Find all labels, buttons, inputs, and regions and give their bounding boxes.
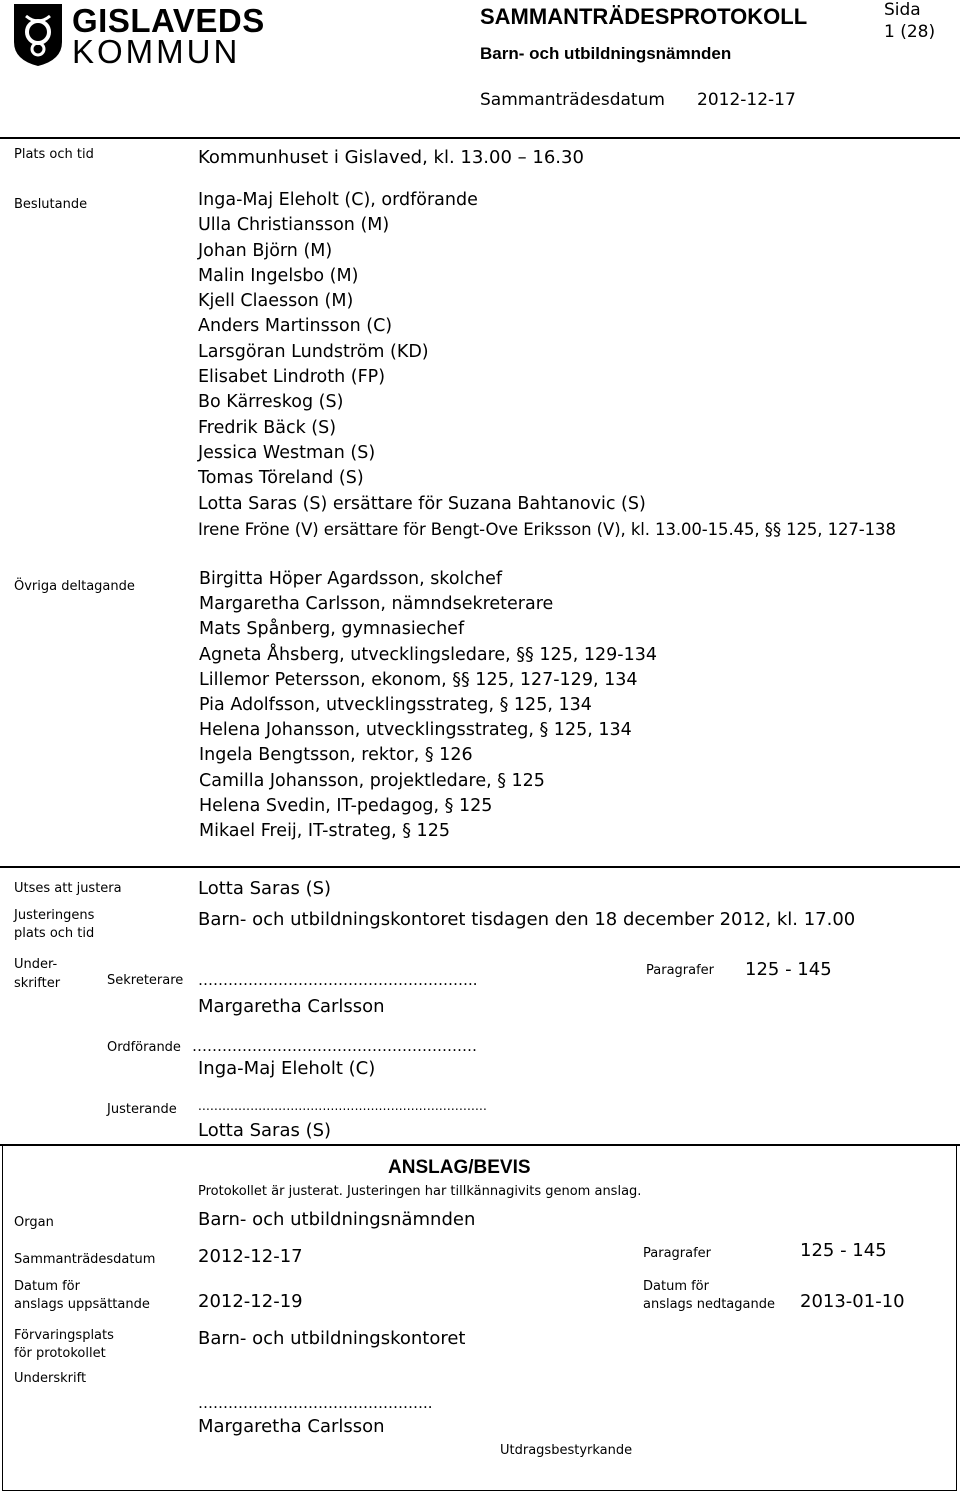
others-label: Övriga deltagande (14, 579, 135, 594)
list-item: Mikael Freij, IT-strateg, § 125 (199, 820, 450, 841)
list-item: Inga-Maj Eleholt (C), ordförande (198, 190, 478, 210)
organ-label: Organ (14, 1215, 54, 1230)
signatures-label (14, 956, 60, 993)
posted-label-line1: Datum för (14, 1279, 80, 1294)
logo-emblem-icon (8, 2, 68, 68)
list-item: Margaretha Carlsson, nämndsekreterare (199, 594, 554, 615)
list-item: Jessica Westman (S) (198, 442, 376, 463)
signature-label: Underskrift (14, 1371, 87, 1386)
list-item: Ingela Bengtsson, rektor, § 126 (199, 745, 473, 766)
list-item: Bo Kärreskog (S) (198, 392, 344, 413)
removed-label (643, 1278, 775, 1314)
list-item: Lotta Saras (S) ersättare för Suzana Bahtanovic (S) (198, 493, 646, 514)
adjuster-label: Utses att justera (14, 881, 122, 896)
list-item: Lillemor Petersson, ekonom, §§ 125, 127-129, 134 (199, 669, 638, 690)
storage-label (14, 1327, 114, 1363)
decision-makers-label: Beslutande (14, 197, 88, 212)
board-name: Barn- och utbildningsnämnden (480, 44, 732, 63)
list-item: Birgitta Höper Agardsson, skolchef (199, 569, 503, 589)
notice-paragraphs-value: 125 - 145 (800, 1240, 887, 1261)
adjuster-sign-name: Lotta Saras (S) (198, 1120, 332, 1141)
storage-value: Barn- och utbildningskontoret (198, 1328, 466, 1349)
list-item: Agneta Åhsberg, utvecklingsledare, §§ 125, 129-134 (199, 644, 658, 665)
signatures-label-line2: skrifter (14, 976, 61, 991)
adjustment-label-line1: Justeringens (14, 908, 95, 923)
section-divider (0, 866, 960, 868)
organ-value: Barn- och utbildningsnämnden (198, 1209, 476, 1230)
list-item: Tomas Töreland (S) (198, 468, 364, 489)
adjustment-label (14, 907, 94, 943)
adjuster-value: Lotta Saras (S) (198, 878, 332, 899)
signatures-label-line1: Under- (14, 957, 58, 972)
list-item: Helena Svedin, IT-pedagog, § 125 (199, 795, 493, 816)
notice-subtitle: Protokollet är justerat. Justeringen har tillkännagivits genom anslag. (198, 1184, 642, 1199)
others-list (199, 567, 657, 844)
removed-label-line1: Datum för (643, 1279, 709, 1294)
secretary-signature-line: ……………………………………………….. (198, 971, 478, 989)
list-item: Fredrik Bäck (S) (198, 417, 337, 438)
storage-label-line2: för protokollet (14, 1346, 106, 1361)
secretary-label: Sekreterare (107, 973, 184, 988)
chair-label: Ordförande (107, 1040, 181, 1055)
list-item: Larsgöran Lundström (KD) (198, 341, 429, 362)
list-item: Ulla Christiansson (M) (198, 215, 390, 236)
notice-signature-name: Margaretha Carlsson (198, 1416, 385, 1437)
chair-signature-line: ………………………………………………… (192, 1037, 477, 1055)
header-divider (0, 137, 960, 139)
list-item: Pia Adolfsson, utvecklingsstrateg, § 125, 134 (199, 694, 592, 715)
notice-date-value: 2012-12-17 (198, 1246, 303, 1267)
place-label: Plats och tid (14, 147, 94, 162)
page-label: Sida (884, 0, 921, 20)
certify-label: Utdragsbestyrkande (500, 1443, 633, 1458)
paragraphs-label: Paragrafer (646, 963, 715, 978)
list-item: Irene Fröne (V) ersättare för Bengt-Ove Eriksson (V), kl. 13.00-15.45, §§ 125, 127-138 (198, 519, 896, 539)
document-title: SAMMANTRÄDESPROTOKOLL (480, 4, 808, 29)
adjustment-value: Barn- och utbildningskontoret tisdagen den 18 december 2012, kl. 17.00 (198, 909, 856, 930)
logo-name-top: GISLAVEDS (72, 2, 265, 39)
adjustment-label-line2: plats och tid (14, 926, 95, 941)
posted-value: 2012-12-19 (198, 1291, 303, 1312)
list-item: Helena Johansson, utvecklingsstrateg, § 125, 134 (199, 720, 632, 741)
posted-label (14, 1278, 150, 1314)
paragraphs-value: 125 - 145 (745, 959, 832, 980)
adjuster-sign-label: Justerande (107, 1102, 177, 1117)
decision-makers-list (198, 188, 896, 542)
notice-paragraphs-label: Paragrafer (643, 1246, 712, 1261)
meeting-date-label: Sammanträdesdatum (480, 90, 665, 110)
chair-name: Inga-Maj Eleholt (C) (198, 1058, 376, 1079)
list-item: Malin Ingelsbo (M) (198, 265, 359, 286)
place-value: Kommunhuset i Gislaved, kl. 13.00 – 16.30 (198, 147, 584, 168)
posted-label-line2: anslags uppsättande (14, 1297, 150, 1312)
removed-label-line2: anslags nedtagande (643, 1297, 775, 1312)
list-item: Anders Martinsson (C) (198, 316, 393, 337)
logo-name-bottom: KOMMUN (72, 33, 241, 70)
meeting-date: 2012-12-17 (697, 90, 796, 110)
adjuster-signature-line: ........................................................................ (198, 1099, 488, 1113)
page-number: 1 (28) (884, 22, 936, 42)
list-item: Johan Björn (M) (198, 240, 333, 261)
list-item: Camilla Johansson, projektledare, § 125 (199, 770, 545, 791)
notice-title: ANSLAG/BEVIS (388, 1157, 531, 1178)
storage-label-line1: Förvaringsplats (14, 1328, 114, 1343)
notice-signature-line: ……………………………………….. (198, 1394, 433, 1412)
removed-value: 2013-01-10 (800, 1291, 905, 1312)
list-item: Elisabet Lindroth (FP) (198, 367, 386, 388)
municipality-logo (8, 2, 270, 70)
list-item: Mats Spånberg, gymnasiechef (199, 619, 465, 640)
notice-date-label: Sammanträdesdatum (14, 1252, 156, 1267)
secretary-name: Margaretha Carlsson (198, 996, 385, 1017)
list-item: Kjell Claesson (M) (198, 291, 354, 312)
